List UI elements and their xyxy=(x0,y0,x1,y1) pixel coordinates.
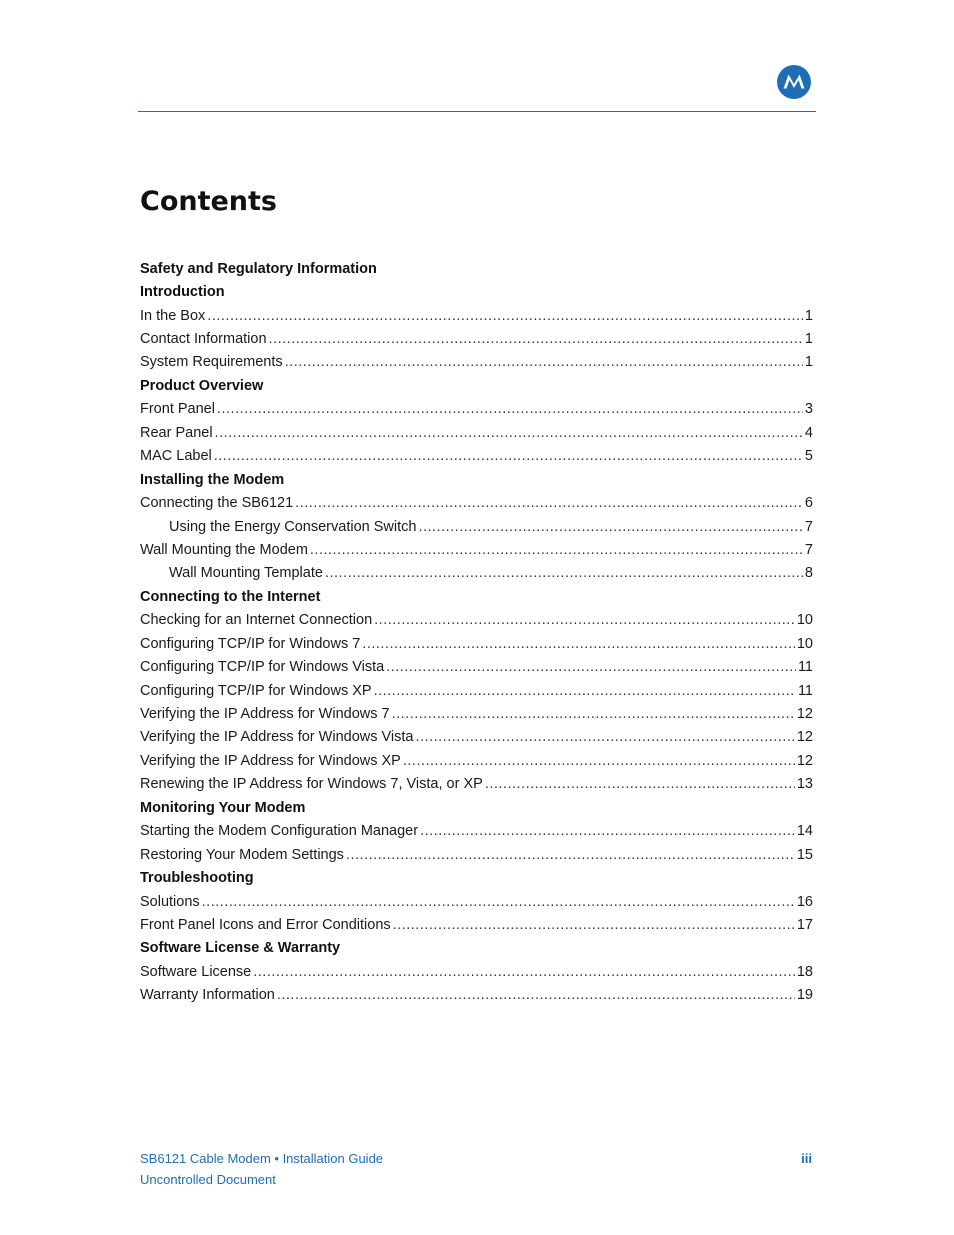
toc-dot-leader xyxy=(253,964,795,980)
toc-page-number: 10 xyxy=(796,635,813,652)
toc-entry-label: Configuring TCP/IP for Windows XP xyxy=(140,682,372,699)
toc-entry[interactable] xyxy=(140,843,813,866)
toc-entry[interactable] xyxy=(140,773,813,796)
table-of-contents xyxy=(140,257,813,1007)
toc-section-heading xyxy=(140,796,813,819)
toc-entry-label: Configuring TCP/IP for Windows Vista xyxy=(140,659,385,676)
toc-entry-label: Warranty Information xyxy=(140,987,275,1004)
toc-entry[interactable] xyxy=(140,726,813,749)
toc-entry[interactable] xyxy=(140,351,813,374)
toc-section-heading xyxy=(140,937,813,960)
toc-page-number: 1 xyxy=(804,354,813,371)
toc-dot-leader xyxy=(403,753,795,769)
toc-entry[interactable] xyxy=(140,445,813,468)
toc-entry-label: Starting the Modem Configuration Manager xyxy=(140,823,419,840)
footer-document-status: Uncontrolled Document xyxy=(140,1172,276,1187)
toc-entry[interactable] xyxy=(140,890,813,913)
toc-entry-label: System Requirements xyxy=(140,354,283,371)
toc-dot-leader xyxy=(285,354,803,370)
toc-section-label: Connecting to the Internet xyxy=(140,588,321,605)
toc-entry[interactable] xyxy=(140,820,813,843)
toc-entry-label: Restoring Your Modem Settings xyxy=(140,846,344,863)
motorola-logo-icon xyxy=(777,65,811,99)
toc-page-number: 13 xyxy=(796,776,813,793)
toc-dot-leader xyxy=(295,495,803,511)
toc-entry-label: Verifying the IP Address for Windows 7 xyxy=(140,706,390,723)
toc-entry-label: MAC Label xyxy=(140,448,212,465)
toc-dot-leader xyxy=(217,401,803,417)
toc-entry[interactable] xyxy=(140,515,813,538)
toc-page-number: 5 xyxy=(804,448,813,465)
toc-dot-leader xyxy=(374,683,796,699)
toc-entry[interactable] xyxy=(140,398,813,421)
toc-page-number: 17 xyxy=(796,916,813,933)
toc-section-heading xyxy=(140,257,813,280)
toc-page-number: 7 xyxy=(804,541,813,558)
toc-entry[interactable] xyxy=(140,491,813,514)
toc-dot-leader xyxy=(418,519,802,535)
toc-page-number: 19 xyxy=(796,987,813,1004)
toc-entry[interactable] xyxy=(140,327,813,350)
toc-entry-label: Front Panel Icons and Error Conditions xyxy=(140,916,391,933)
toc-entry[interactable] xyxy=(140,538,813,561)
toc-section-heading xyxy=(140,374,813,397)
toc-dot-leader xyxy=(214,448,803,464)
toc-page-number: 10 xyxy=(796,612,813,629)
toc-entry-label: Verifying the IP Address for Windows XP xyxy=(140,752,401,769)
toc-page-number: 12 xyxy=(796,752,813,769)
toc-dot-leader xyxy=(207,308,803,324)
toc-page-number: 12 xyxy=(796,706,813,723)
toc-entry[interactable] xyxy=(140,655,813,678)
toc-dot-leader xyxy=(362,636,795,652)
toc-page-number: 18 xyxy=(796,963,813,980)
toc-entry-label: Contact Information xyxy=(140,331,267,348)
toc-entry[interactable] xyxy=(140,913,813,936)
toc-entry-label: Wall Mounting the Modem xyxy=(140,541,308,558)
toc-section-label: Introduction xyxy=(140,284,225,301)
toc-page-number: 11 xyxy=(797,682,813,699)
toc-entry[interactable] xyxy=(140,984,813,1007)
toc-page-number: 1 xyxy=(804,331,813,348)
toc-page-number: 15 xyxy=(796,846,813,863)
toc-page-number: 8 xyxy=(804,565,813,582)
toc-entry-label: Solutions xyxy=(140,893,200,910)
toc-entry[interactable] xyxy=(140,960,813,983)
toc-dot-leader xyxy=(346,847,795,863)
toc-entry-label: Front Panel xyxy=(140,401,215,418)
toc-dot-leader xyxy=(269,331,803,347)
footer-page-number: iii xyxy=(801,1151,812,1166)
toc-entry-label: Rear Panel xyxy=(140,424,213,441)
toc-section-label: Installing the Modem xyxy=(140,471,285,488)
toc-entry-label: Using the Energy Conservation Switch xyxy=(169,518,417,535)
toc-dot-leader xyxy=(485,776,795,792)
toc-dot-leader xyxy=(215,425,803,441)
toc-section-label: Monitoring Your Modem xyxy=(140,799,306,816)
toc-entry[interactable] xyxy=(140,702,813,725)
toc-section-label: Safety and Regulatory Information xyxy=(140,260,377,277)
toc-entry-label: Connecting the SB6121 xyxy=(140,495,294,512)
toc-dot-leader xyxy=(325,565,803,581)
toc-dot-leader xyxy=(392,706,795,722)
footer-doc-title: SB6121 Cable Modem • Installation Guide xyxy=(140,1151,384,1166)
toc-entry-label: Verifying the IP Address for Windows Vista xyxy=(140,729,414,746)
toc-entry[interactable] xyxy=(140,609,813,632)
toc-page-number: 16 xyxy=(796,893,813,910)
toc-page-number: 11 xyxy=(797,659,813,676)
toc-page-number: 6 xyxy=(804,495,813,512)
toc-section-label: Product Overview xyxy=(140,377,264,394)
toc-dot-leader xyxy=(386,659,796,675)
toc-entry-label: Wall Mounting Template xyxy=(169,565,323,582)
toc-entry-label: Software License xyxy=(140,963,252,980)
toc-entry[interactable] xyxy=(140,632,813,655)
toc-dot-leader xyxy=(393,917,795,933)
toc-entry-label: Checking for an Internet Connection xyxy=(140,612,373,629)
toc-dot-leader xyxy=(202,894,795,910)
toc-page-number: 1 xyxy=(804,307,813,324)
toc-section-heading xyxy=(140,280,813,303)
toc-entry[interactable] xyxy=(140,562,813,585)
toc-section-heading xyxy=(140,468,813,491)
page-title: Contents xyxy=(140,186,278,217)
toc-page-number: 4 xyxy=(804,424,813,441)
toc-dot-leader xyxy=(374,612,795,628)
toc-section-heading xyxy=(140,866,813,889)
toc-entry-label: Configuring TCP/IP for Windows 7 xyxy=(140,635,361,652)
toc-entry[interactable] xyxy=(140,679,813,702)
toc-page-number: 12 xyxy=(796,729,813,746)
toc-entry[interactable] xyxy=(140,421,813,444)
toc-section-label: Troubleshooting xyxy=(140,870,254,887)
toc-entry[interactable] xyxy=(140,304,813,327)
toc-entry[interactable] xyxy=(140,749,813,772)
header-rule xyxy=(138,111,816,112)
toc-page-number: 14 xyxy=(796,823,813,840)
toc-dot-leader xyxy=(420,823,795,839)
toc-dot-leader xyxy=(416,729,795,745)
toc-page-number: 3 xyxy=(804,401,813,418)
toc-section-heading xyxy=(140,585,813,608)
toc-entry-label: Renewing the IP Address for Windows 7, Vista, or XP xyxy=(140,776,483,793)
toc-dot-leader xyxy=(277,987,795,1003)
toc-entry-label: In the Box xyxy=(140,307,206,324)
toc-dot-leader xyxy=(310,542,803,558)
toc-page-number: 7 xyxy=(804,518,813,535)
toc-section-label: Software License & Warranty xyxy=(140,940,341,957)
page-footer xyxy=(140,1148,812,1190)
